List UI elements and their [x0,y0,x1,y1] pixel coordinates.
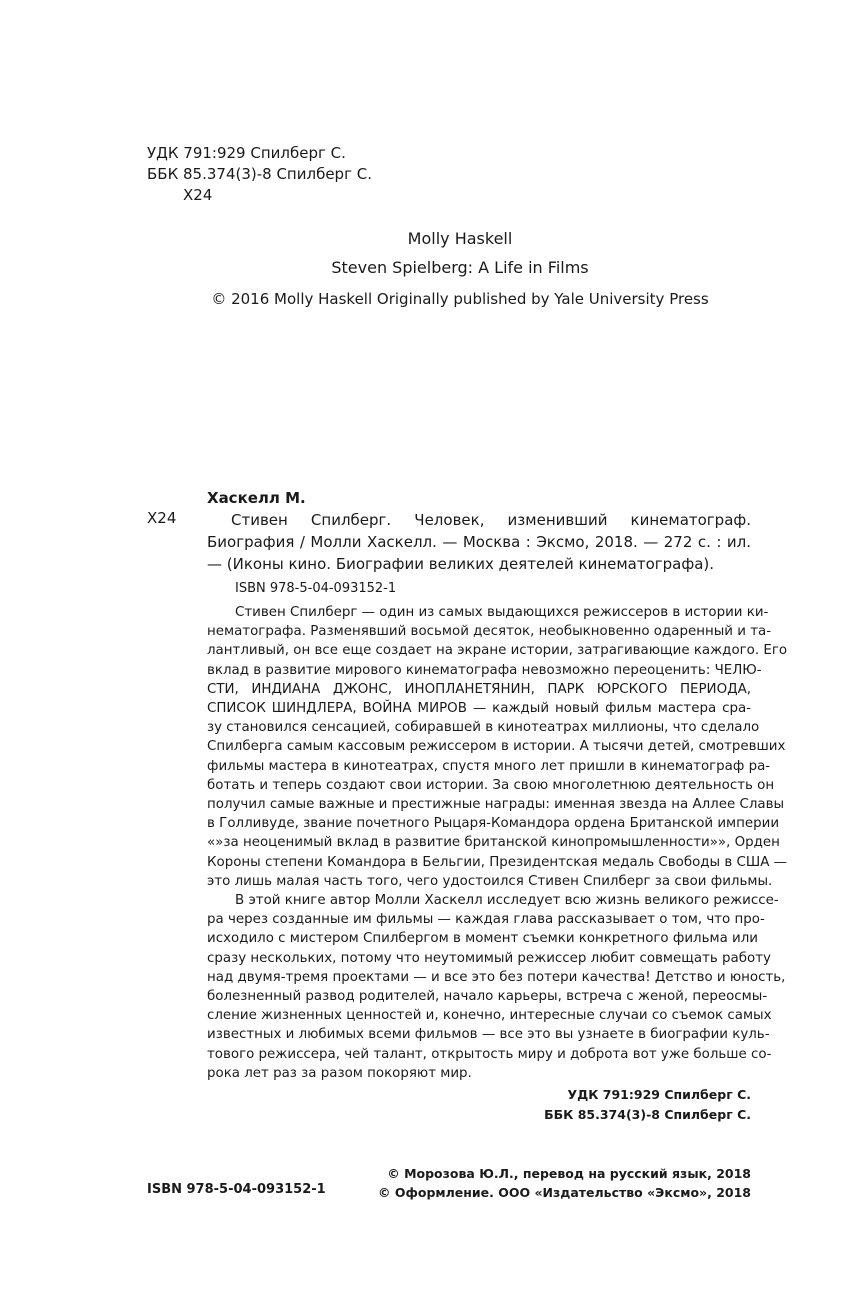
annotation-line: над двумя-тремя проектами — и все это без потери качества! Детство и юность, [207,969,786,985]
original-title: Steven Spielberg: A Life in Films [331,258,589,277]
bib-heading: Хаскелл М. [207,489,306,507]
footer-isbn: ISBN 978-5-04-093152-1 [147,1182,326,1197]
annotation-line: рока лет раз за разом покоряют мир. [207,1065,472,1081]
annotation-line: В этой книге автор Молли Хаскелл исследует всю жизнь великого режиссе- [235,893,779,909]
bibliographic-record [207,487,751,575]
annotation-line: Спилберга самым кассовым режиссером в истории. А тысячи детей, смотревших [207,739,786,755]
bib-author-mark: Х24 [147,509,177,527]
annotation-line: Стивен Спилберг — один из самых выдающихся режиссеров в истории ки- [235,605,769,620]
annotation-line: вклад в развитие мирового кинематографа невозможно переоценить: ЧЕЛЮ- [207,662,762,678]
annotation-line: болезненный развод родителей, начало карьеры, встреча с женой, переосмы- [207,989,768,1005]
annotation-line: исходило с мистером Спилбергом в момент съемки конкретного фильма или [207,931,759,947]
bbk-code: ББК 85.374(3)-8 Спилберг С. [147,165,372,183]
bottom-bbk-code: ББК 85.374(3)-8 Спилберг С. [544,1107,751,1122]
annotation [207,603,788,1083]
bib-description: Стивен Спилберг. Человек, изменивший кинематограф. Биография / Молли Хаскелл. — Москва : Эксмо, 2018. — 272 с. : ил. — (Иконы кино. Биографии великих деятелей кинематографа). [207,511,751,573]
annotation-line: ра через созданные им фильмы — каждая глава рассказывает о том, что про- [207,912,765,928]
annotation-line: тового режиссера, чей талант, открытость миру и доброта вот уже больше со- [207,1046,772,1062]
annotation-line: это лишь малая часть того, чего удостоился Стивен Спилберг за свои фильмы. [207,873,773,889]
annotation-line: нематографа. Разменявший восьмой десяток, необыкновенно одаренный и та- [207,624,772,640]
annotation-line: сразу нескольких, потому что неутомимый режиссер любит совмещать работу [207,950,771,966]
bottom-udk-code: УДК 791:929 Спилберг С. [567,1087,751,1102]
annotation-line: лантливый, он все еще создает на экране истории, затрагивающие каждого. Его [207,643,788,659]
copyright-translation: © Морозова Ю.Л., перевод на русский язык, 2018 [387,1166,751,1181]
annotation-line: Короны степени Командора в Бельгии, Президентская медаль Свободы в США — [207,854,787,870]
annotation-line: СПИСОК ШИНДЛЕРА, ВОЙНА МИРОВ — каждый новый фильм мастера сра- [207,701,751,717]
original-author: Molly Haskell [407,229,513,248]
annotation-line: известных и любимых всеми фильмов — все это вы узнаете в биографии куль- [207,1027,770,1043]
original-copyright: © 2016 Molly Haskell Originally published by Yale University Press [211,290,709,308]
footer-copyrights [378,1164,751,1202]
annotation-line: получил самые важные и престижные награды: именная звезда на Аллее Славы [207,797,785,813]
annotation-line: ботать и теперь создают свои истории. За свою многолетнюю деятельность он [207,777,775,793]
author-mark: Х24 [183,186,213,204]
annotation-line: сление жизненных ценностей и, конечно, интересные случаи со съемок самых [207,1008,772,1024]
annotation-line: СТИ, ИНДИАНА ДЖОНС, ИНОПЛАНЕТЯНИН, ПАРК ЮРСКОГО ПЕРИОДА, [207,681,751,697]
annotation-line: зу становился сенсацией, собиравшей в кинотеатрах миллионы, что сделало [207,720,760,736]
bib-isbn: ISBN 978-5-04-093152-1 [235,581,397,596]
bottom-classification [544,1085,751,1125]
annotation-line: фильмы мастера в кинотеатрах, спустя много лет пришли в кинематограф ра- [207,758,771,774]
classification-block [147,143,372,206]
annotation-line: «»за неоценимый вклад в развитие британской кинопромышленности»», Орден [207,835,780,851]
annotation-line: в Голливуде, звание почетного Рыцаря-Командора ордена Британской империи [207,816,780,832]
udk-code: УДК 791:929 Спилберг С. [147,144,346,162]
copyright-design: © Оформление. ООО «Издательство «Эксмо», 2018 [378,1185,751,1200]
